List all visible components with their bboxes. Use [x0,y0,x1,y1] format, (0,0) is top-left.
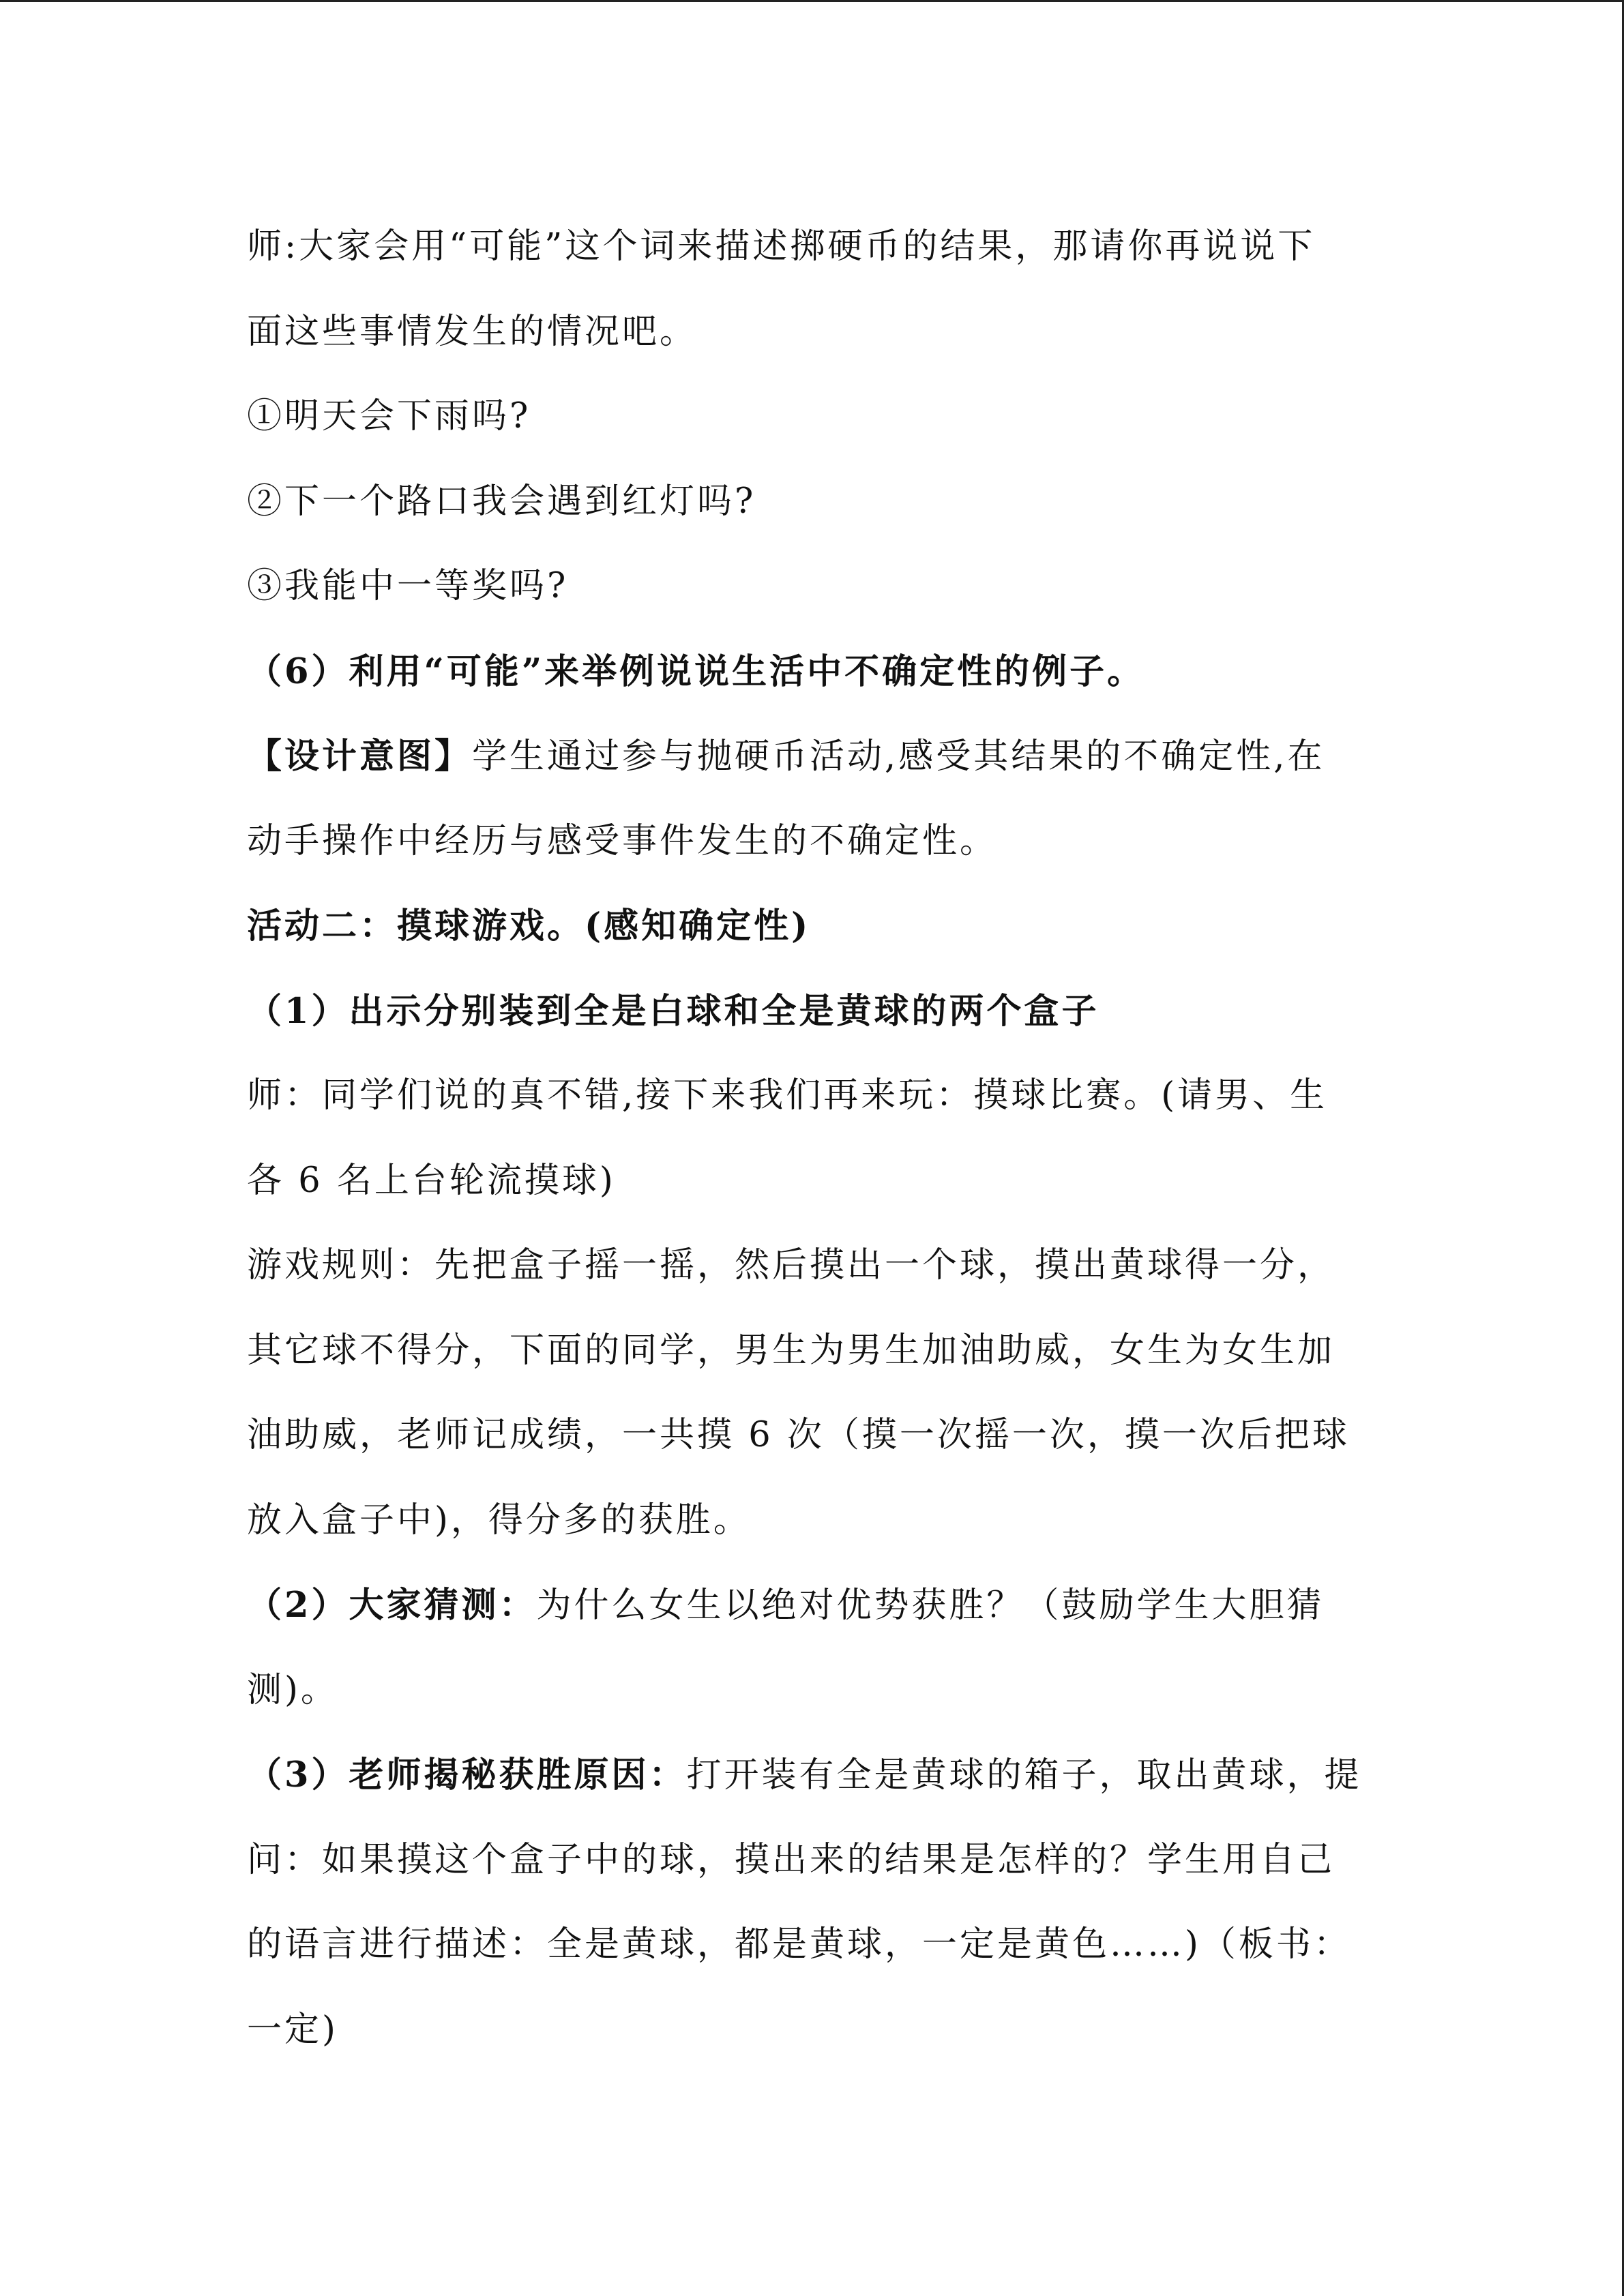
text-line [247,1563,1379,1648]
text-segment: 其它球不得分，下面的同学，男生为男生加油助威，女生为女生加 [247,1330,1335,1371]
text-line [247,1223,1379,1309]
text-segment: ①明天会下雨吗? [247,396,531,436]
text-line [247,1393,1379,1478]
text-line [247,544,1379,629]
text-segment: 问：如果摸这个盒子中的球，摸出来的结果是怎样的？学生用自己 [247,1839,1335,1880]
text-line [247,1648,1379,1733]
text-line [247,799,1379,884]
text-line [247,1309,1379,1394]
text-segment: 面这些事情发生的情况吧。 [247,311,698,352]
text-segment: ③我能中一等奖吗? [247,566,569,606]
bold-text-segment: （1）出示分别装到全是白球和全是黄球的两个盒子 [247,990,1099,1032]
text-line [247,1733,1379,1818]
text-line [247,205,1379,290]
text-segment: 游戏规则：先把盒子摇一摇，然后摸出一个球，摸出黄球得一分， [247,1245,1335,1285]
text-segment: 师:大家会用“可能”这个词来描述掷硬币的结果，那请你再说说下 [247,226,1316,267]
text-line [247,290,1379,375]
text-line [247,714,1379,799]
text-line [247,884,1379,969]
text-segment: 放入盒子中)，得分多的获胜。 [247,1500,751,1540]
text-segment: ②下一个路口我会遇到红灯吗? [247,481,756,522]
bold-text-segment: （2）大家猜测： [247,1585,537,1626]
text-line [247,1818,1379,1903]
text-segment: 一定) [247,2009,338,2050]
text-segment: 为什么女生以绝对优势获胜？（鼓励学生大胆猜 [536,1585,1325,1626]
text-segment: 打开装有全是黄球的箱子，取出黄球，提 [686,1755,1362,1795]
text-line [247,460,1379,545]
document-body [247,205,1379,2072]
text-line [247,1478,1379,1564]
text-segment: 的语言进行描述：全是黄球，都是黄球，一定是黄色……)（板书： [247,1924,1351,1965]
text-segment: 动手操作中经历与感受事件发生的不确定性。 [247,820,998,861]
text-segment: 各 6 名上台轮流摸球) [247,1160,616,1201]
text-line [247,1054,1379,1139]
text-segment: 测)。 [247,1669,338,1710]
text-line [247,1903,1379,1988]
bold-text-segment: 【设计意图】 [247,736,473,777]
text-line [247,1988,1379,2073]
text-line [247,1139,1379,1224]
text-segment: 学生通过参与抛硬币活动,感受其结果的不确定性,在 [472,736,1325,777]
text-line [247,374,1379,460]
text-line [247,629,1379,715]
text-line [247,969,1379,1054]
bold-text-segment: （3）老师揭秘获胜原因： [247,1755,687,1795]
text-segment: 油助威，老师记成绩，一共摸 6 次（摸一次摇一次，摸一次后把球 [247,1415,1350,1455]
page-top-border [0,0,1624,2]
bold-text-segment: （6）利用“可能”来举例说说生活中不确定性的例子。 [247,651,1145,692]
text-segment: 师：同学们说的真不错,接下来我们再来玩：摸球比赛。(请男、生 [247,1075,1328,1116]
bold-text-segment: 活动二：摸球游戏。(感知确定性) [247,906,811,946]
